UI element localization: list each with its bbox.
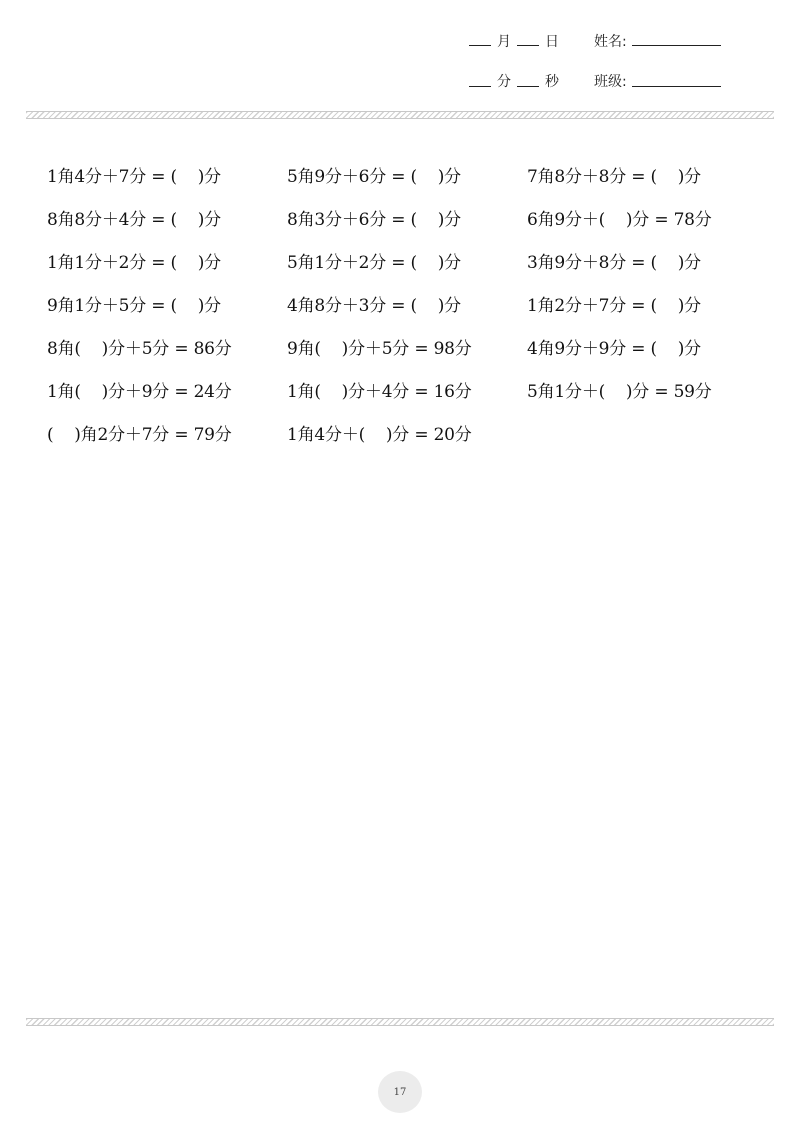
problem-item: ( )角2分＋7分 = 79分 <box>47 425 232 445</box>
problem-item: 6角9分＋( )分 = 78分 <box>527 210 712 230</box>
name-label: 姓名: <box>594 34 627 50</box>
minute-label: 分 <box>497 74 511 90</box>
problem-item: 9角( )分＋5分 = 98分 <box>287 339 472 359</box>
problem-grid <box>47 153 767 454</box>
problem-item: 1角( )分＋4分 = 16分 <box>287 382 472 402</box>
second-label: 秒 <box>545 74 559 90</box>
month-label: 月 <box>497 34 511 50</box>
day-label: 日 <box>545 34 559 50</box>
problem-row <box>47 196 767 239</box>
problem-item: 5角1分＋( )分 = 59分 <box>527 382 712 402</box>
time-minute-blank[interactable] <box>469 86 491 87</box>
page-number-badge <box>378 1071 422 1113</box>
problem-item: 4角8分＋3分 = ( )分 <box>287 296 461 316</box>
problem-item: 7角8分＋8分 = ( )分 <box>527 167 701 187</box>
date-month-blank[interactable] <box>469 45 491 46</box>
problem-row <box>47 239 767 282</box>
problem-item: 1角2分＋7分 = ( )分 <box>527 296 701 316</box>
problem-item: 4角9分＋9分 = ( )分 <box>527 339 701 359</box>
bottom-divider <box>26 1018 774 1026</box>
problem-row <box>47 368 767 411</box>
problem-item: 8角( )分＋5分 = 86分 <box>47 339 232 359</box>
top-divider <box>26 111 774 119</box>
problem-item: 8角3分＋6分 = ( )分 <box>287 210 461 230</box>
date-day-blank[interactable] <box>517 45 539 46</box>
problem-row <box>47 282 767 325</box>
problem-item: 3角9分＋8分 = ( )分 <box>527 253 701 273</box>
time-second-blank[interactable] <box>517 86 539 87</box>
problem-item: 9角1分＋5分 = ( )分 <box>47 296 221 316</box>
problem-row <box>47 153 767 196</box>
problem-item: 1角4分＋7分 = ( )分 <box>47 167 221 187</box>
problem-item: 5角9分＋6分 = ( )分 <box>287 167 461 187</box>
problem-item: 1角1分＋2分 = ( )分 <box>47 253 221 273</box>
class-field[interactable] <box>632 86 721 87</box>
problem-item: 8角8分＋4分 = ( )分 <box>47 210 221 230</box>
problem-item: 5角1分＋2分 = ( )分 <box>287 253 461 273</box>
page-number: 17 <box>393 1086 407 1098</box>
problem-row <box>47 411 767 454</box>
problem-item: 1角4分＋( )分 = 20分 <box>287 425 472 445</box>
problem-item: 1角( )分＋9分 = 24分 <box>47 382 232 402</box>
class-label: 班级: <box>594 74 627 90</box>
name-field[interactable] <box>632 45 721 46</box>
problem-row <box>47 325 767 368</box>
